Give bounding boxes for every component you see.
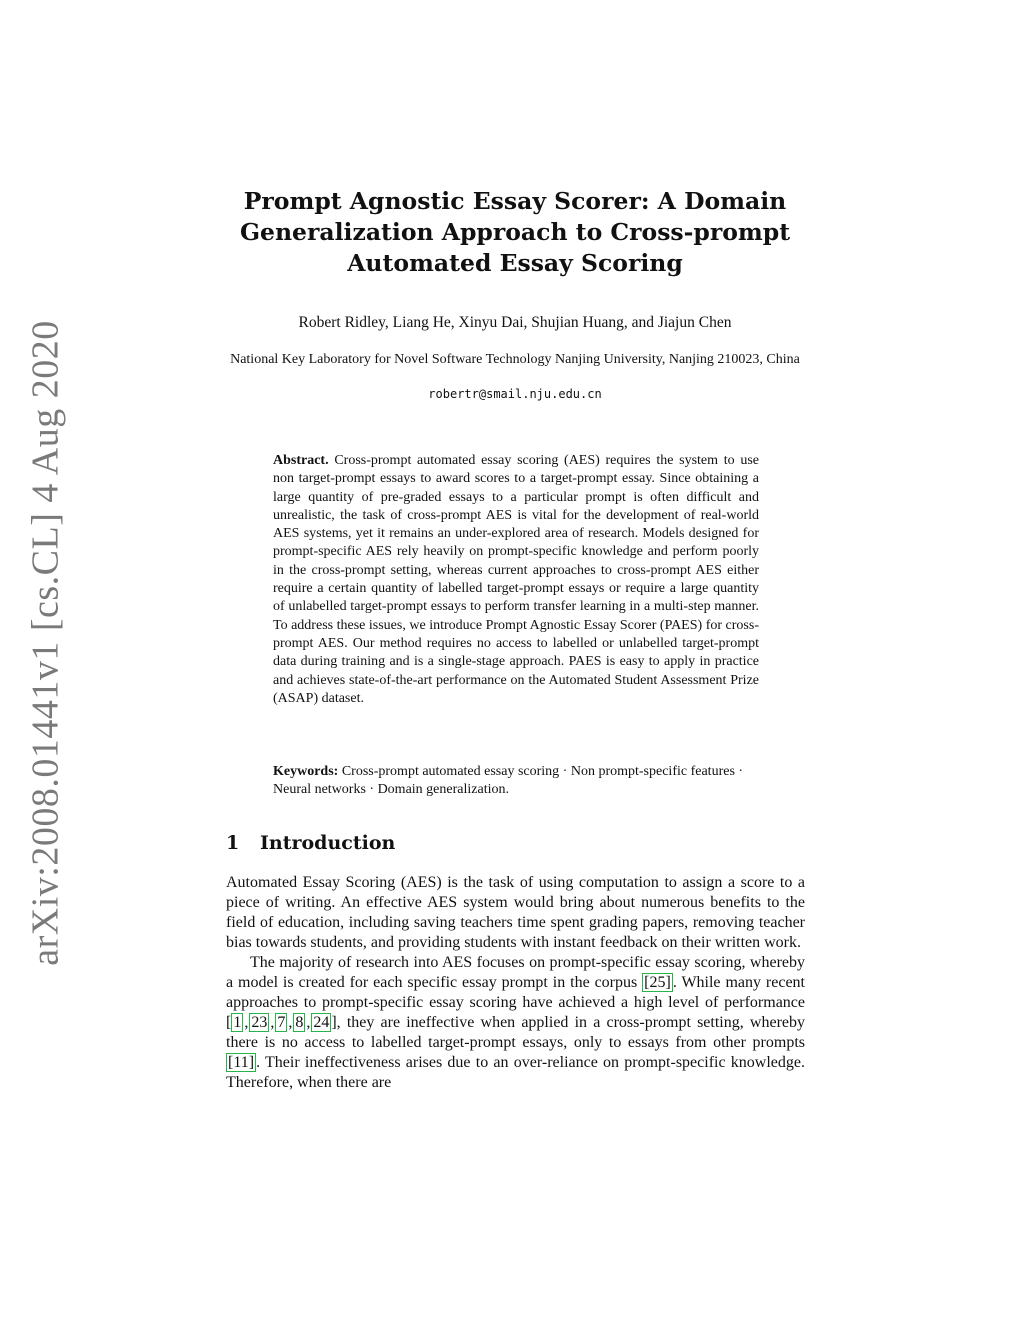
- section-body: [226, 873, 805, 1093]
- citation-link[interactable]: [11]: [228, 1054, 255, 1071]
- paragraph-text: The majority of research into AES focuses on prompt-specific essay scoring, whereby a model is created for each specific essay prompt in the corpus: [226, 954, 805, 991]
- keywords-label: Keywords:: [273, 764, 339, 779]
- abstract: [273, 452, 759, 708]
- contact-email: robertr@smail.nju.edu.cn: [428, 387, 602, 401]
- paragraph-text: , they are ineffective when applied in a cross-prompt setting, whereby there is no access to labelled target-prompt essays, only to essays from other prompts: [226, 1014, 805, 1051]
- paragraph-text: . While many recent approaches to prompt-specific essay scoring have achieved a high level of performance: [226, 974, 805, 1011]
- arxiv-identifier: arXiv:2008.01441v1 [cs.CL] 4 Aug 2020: [25, 319, 68, 966]
- affiliation: National Key Laboratory for Novel Software Technology Nanjing University, Nanjing 210023, China: [230, 352, 800, 367]
- abstract-text: Cross-prompt automated essay scoring (AES) requires the system to use non target-prompt essays to award scores to a target-prompt essay. Since obtaining a large quantity of pre-graded essays to a particular prompt is often difficult and unrealistic, the task of cross-prompt AES is vital for the development of real-world AES systems, yet it remains an under-explored area of research. Models designed for prompt-specific AES rely heavily on prompt-specific knowledge and perform poorly in the cross-prompt setting, whereas current approaches to cross-prompt AES either require a certain quantity of labelled target-prompt essays or require a large quantity of unlabelled target-prompt essays to perform transfer learning in a multi-step manner. To address these issues, we introduce Prompt Agnostic Essay Scorer (PAES) for cross-prompt AES. Our method requires no access to labelled or unlabelled target-prompt data during training and is a single-stage approach. PAES is easy to apply in practice and achieves state-of-the-art performance on the Automated Student Assessment Prize (ASAP) dataset.: [273, 453, 759, 706]
- citation-link[interactable]: 7: [277, 1014, 286, 1031]
- keywords-text: Cross-prompt automated essay scoring · Non prompt-specific features · Neural networks · Domain generalization.: [273, 764, 744, 798]
- citation-link[interactable]: 1: [233, 1014, 242, 1031]
- citation-group: [ 1 , 23 , 7 , 8 , 24 ]: [226, 1014, 337, 1031]
- citation-link[interactable]: 23: [251, 1014, 268, 1031]
- author-list: Robert Ridley, Liang He, Xinyu Dai, Shujian Huang, and Jiajun Chen: [298, 314, 732, 331]
- arxiv-identifier-stamp: [16, 319, 76, 966]
- paper-title: Prompt Agnostic Essay Scorer: A Domain Generalization Approach to Cross-prompt Automated Essay Scoring: [239, 187, 791, 277]
- keywords: [273, 763, 773, 800]
- citation-link[interactable]: [25]: [644, 974, 671, 991]
- paragraph: Automated Essay Scoring (AES) is the task of using computation to assign a score to a piece of writing. An effective AES system would bring about numerous benefits to the field of education, including saving teachers time spent grading papers, removing teacher bias towards students, and providing students with instant feedback on their written work.: [226, 874, 805, 951]
- paragraph: [226, 953, 805, 1093]
- section-number: 1: [226, 832, 240, 854]
- abstract-label: Abstract.: [273, 453, 329, 468]
- paragraph-text: . Their ineffectiveness arises due to an over-reliance on prompt-specific knowledge. Therefore, when there are: [226, 1054, 805, 1091]
- section-heading: [226, 832, 806, 854]
- section-title: Introduction: [260, 832, 396, 854]
- citation-link[interactable]: 24: [313, 1014, 330, 1031]
- citation-link[interactable]: 8: [295, 1014, 304, 1031]
